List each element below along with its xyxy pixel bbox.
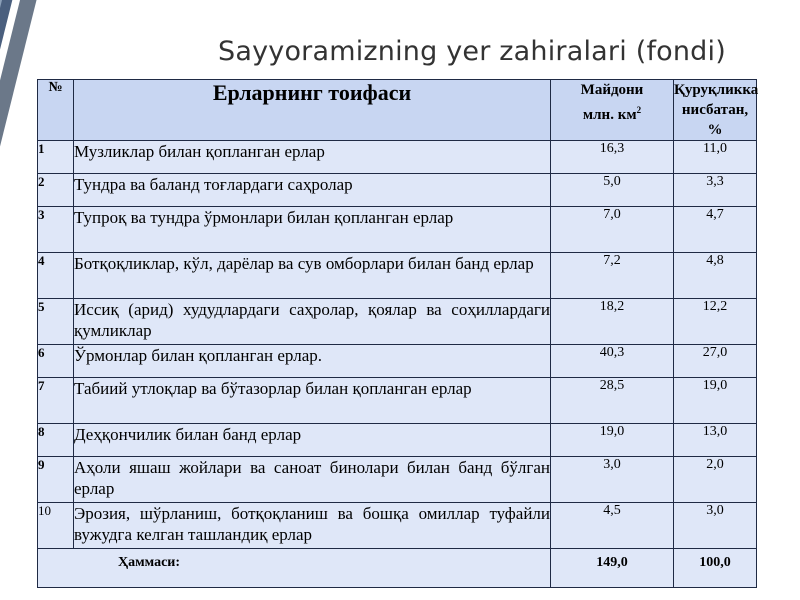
row-percent: 13,0 [674,424,757,457]
row-number: 2 [38,174,74,207]
row-category: Иссиқ (арид) худудлардаги саҳролар, қоялар ва соҳиллардаги қумликлар [74,299,551,345]
row-area: 7,2 [551,253,674,299]
row-area: 28,5 [551,378,674,424]
header-area-line1: Майдони [580,82,644,98]
row-category: Тупроқ ва тундра ўрмонлари билан қопланган ерлар [74,207,551,253]
table-row [38,299,757,345]
header-area [551,80,674,141]
row-number: 1 [38,141,74,174]
row-percent: 19,0 [674,378,757,424]
row-category: Аҳоли яшаш жойлари ва саноат бинолари билан банд бўлган ерлар [74,457,551,503]
header-pct-line2: нисбатан, % [681,102,749,138]
row-category: Ўрмонлар билан қопланган ерлар. [74,345,551,378]
total-label: Ҳаммаси: [38,549,551,588]
row-area: 19,0 [551,424,674,457]
table-row [38,503,757,549]
table-total-row [38,549,757,588]
row-number: 9 [38,457,74,503]
row-percent: 11,0 [674,141,757,174]
land-fund-table [37,79,757,588]
row-percent: 27,0 [674,345,757,378]
row-category: Деҳқончилик билан банд ерлар [74,424,551,457]
header-pct-line1: Қуруқликка [674,82,759,98]
row-percent: 4,7 [674,207,757,253]
row-percent: 2,0 [674,457,757,503]
header-area-sup: 2 [636,105,642,115]
row-area: 3,0 [551,457,674,503]
row-percent: 4,8 [674,253,757,299]
header-area-line2: млн. км [582,107,637,123]
row-category: Табиий утлоқлар ва бўтазорлар билан қопланган ерлар [74,378,551,424]
row-area: 40,3 [551,345,674,378]
total-area: 149,0 [551,549,674,588]
row-category: Эрозия, шўрланиш, ботқоқланиш ва бошқа омиллар туфайли вужудга келган ташландиқ ерлар [74,503,551,549]
table-row [38,424,757,457]
row-category: Тундра ва баланд тоғлардаги саҳролар [74,174,551,207]
header-percent [674,80,757,141]
row-area: 5,0 [551,174,674,207]
row-percent: 3,0 [674,503,757,549]
table-row [38,174,757,207]
row-area: 7,0 [551,207,674,253]
row-number: 10 [38,503,74,549]
table-row [38,345,757,378]
row-area: 4,5 [551,503,674,549]
row-area: 18,2 [551,299,674,345]
row-number: 5 [38,299,74,345]
row-number: 8 [38,424,74,457]
header-category: Ерларнинг тоифаси [74,80,551,141]
table-row [38,378,757,424]
row-category: Ботқоқликлар, кўл, дарёлар ва сув омборлари билан банд ерлар [74,253,551,299]
row-number: 7 [38,378,74,424]
table-row [38,253,757,299]
table-row [38,141,757,174]
row-number: 6 [38,345,74,378]
row-category: Музликлар билан қопланган ерлар [74,141,551,174]
slide-title: Sayyoramizning yer zahiralari (fondi) [218,36,726,67]
table-header-row [38,80,757,141]
header-number: № [38,80,74,141]
row-number: 4 [38,253,74,299]
row-area: 16,3 [551,141,674,174]
row-number: 3 [38,207,74,253]
total-percent: 100,0 [674,549,757,588]
row-percent: 3,3 [674,174,757,207]
table-row [38,457,757,503]
table-row [38,207,757,253]
row-percent: 12,2 [674,299,757,345]
